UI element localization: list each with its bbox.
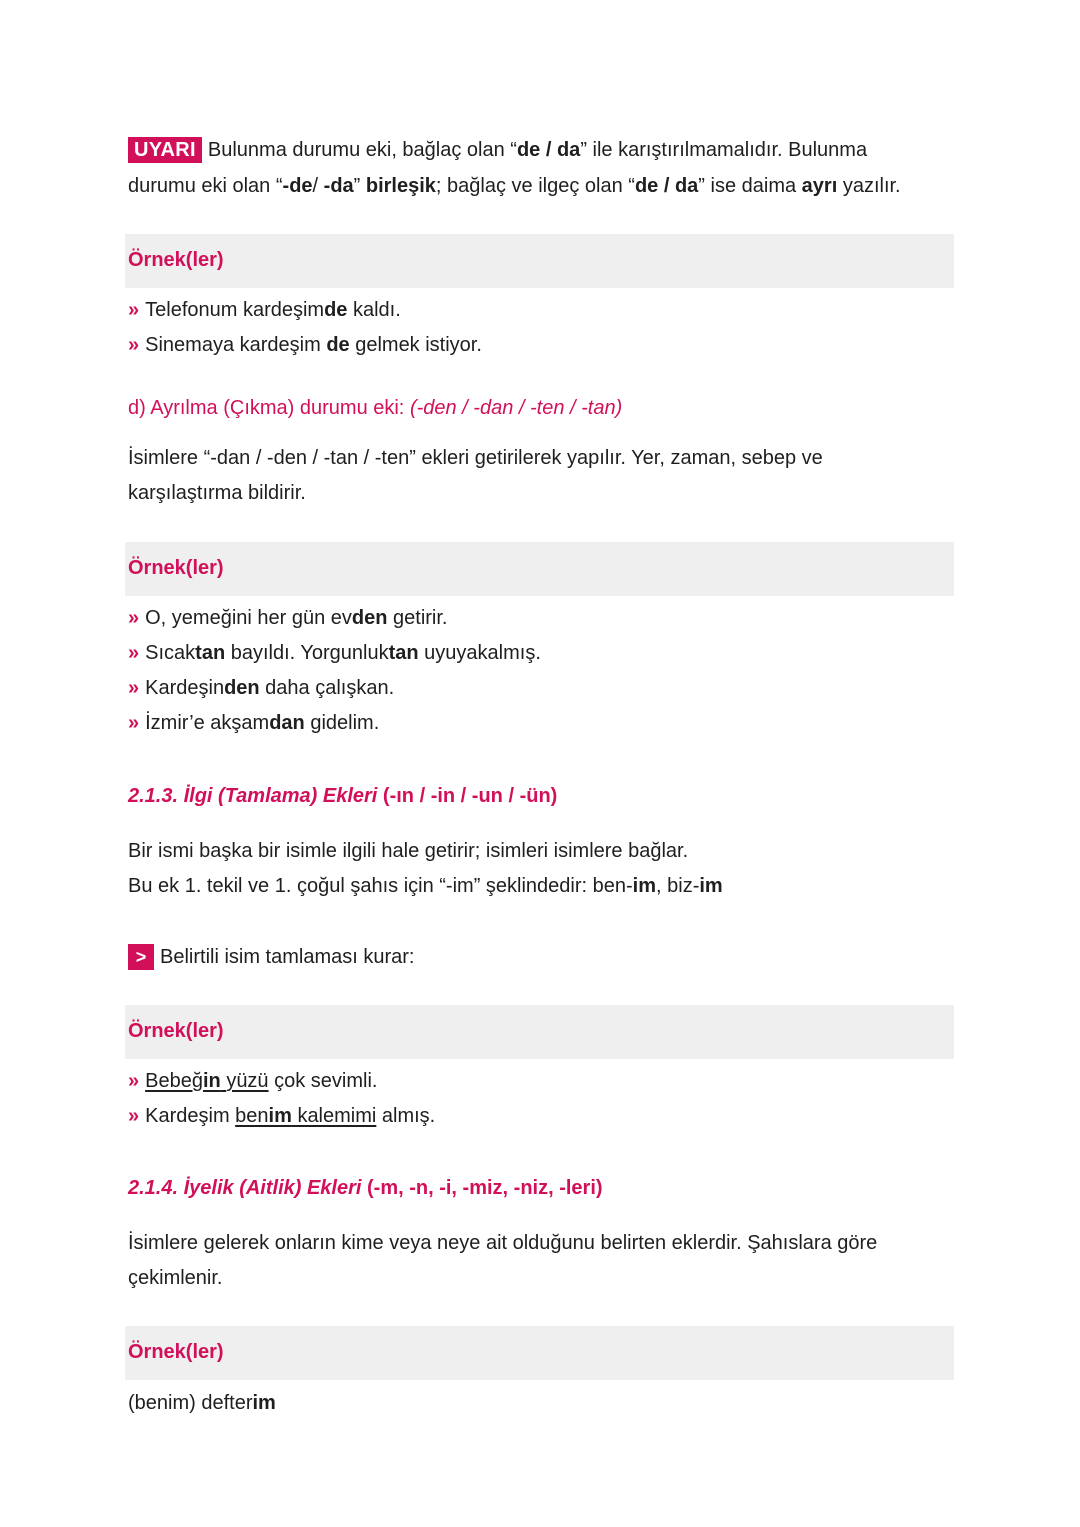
paragraph-line: karşılaştırma bildirir.: [128, 482, 306, 504]
bold-text: tan: [388, 642, 419, 664]
text: Bebeğ: [145, 1070, 203, 1092]
bold-text: de / da: [634, 175, 699, 197]
warning-line-2: [128, 169, 901, 204]
underlined-phrase: [235, 1105, 376, 1127]
bullet-icon: »: [128, 299, 140, 321]
example-title: Örnek(ler): [128, 557, 224, 579]
text: gidelim.: [304, 712, 380, 734]
bold-text: tan: [195, 642, 226, 664]
text: Sıcak: [145, 642, 196, 664]
bold-text: im: [632, 875, 657, 897]
text: ” ile karıştırılmamalıdır. Bulunma: [580, 139, 868, 161]
text: yüzü: [226, 1070, 269, 1092]
text: O, yemeğini her gün ev: [145, 607, 352, 629]
text: , biz-: [656, 875, 700, 897]
bold-text: den: [351, 607, 388, 629]
heading-text: d) Ayrılma (Çıkma) durumu eki:: [128, 397, 410, 419]
text: durumu eki olan “: [128, 175, 283, 197]
text: kalemimi: [297, 1105, 377, 1127]
heading-text: 2.1.4. İyelik (Aitlik) Ekleri: [128, 1177, 362, 1199]
text: bayıldı. Yorgunluk: [225, 642, 389, 664]
text: Kardeşim: [145, 1105, 236, 1127]
bullet-icon: »: [128, 607, 140, 629]
bullet-icon: »: [128, 1070, 140, 1092]
example-title: Örnek(ler): [128, 1341, 224, 1363]
text: Kardeşin: [145, 677, 225, 699]
text: Telefonum kardeşim: [145, 299, 325, 321]
list-item: [128, 1064, 377, 1099]
heading-text: 2.1.3. İlgi (Tamlama) Ekleri: [128, 785, 378, 807]
bullet-icon: »: [128, 334, 140, 356]
note-line: [128, 940, 414, 975]
bold-text: den: [224, 677, 260, 699]
heading-suffixes: (-ın / -in / -un / -ün): [377, 785, 558, 807]
example-box: [125, 542, 954, 596]
text: almış.: [376, 1105, 436, 1127]
heading-suffixes: (-den / -dan / -ten / -tan): [409, 397, 623, 419]
text: Belirtili isim tamlaması kurar:: [160, 946, 415, 968]
bold-text: de / da: [516, 139, 581, 161]
list-item: [128, 1099, 435, 1134]
text: yazılır.: [837, 175, 901, 197]
bullet-icon: »: [128, 677, 140, 699]
warning-badge: UYARI: [128, 137, 202, 163]
paragraph-line: İsimlere gelerek onların kime veya neye ait olduğunu belirten eklerdir. Şahıslara göre: [128, 1232, 878, 1254]
text: Bu ek 1. tekil ve 1. çoğul şahıs için “-im” şeklindedir: ben-: [128, 875, 633, 897]
example-box: [125, 1326, 954, 1380]
example-title: Örnek(ler): [128, 249, 224, 271]
text: getirir.: [387, 607, 448, 629]
paragraph-line: Bir ismi başka bir isimle ilgili hale getirir; isimleri isimlere bağlar.: [128, 840, 689, 862]
bold-text: dan: [269, 712, 305, 734]
bold-text: de: [324, 299, 348, 321]
underlined-phrase: [145, 1070, 268, 1092]
bold-text: im: [252, 1392, 276, 1414]
text: ” ise daima: [698, 175, 802, 197]
example-title: Örnek(ler): [128, 1020, 224, 1042]
bold-text: ayrı: [801, 175, 838, 197]
text: (benim) defter: [128, 1392, 253, 1414]
warning-line-1: [128, 133, 867, 168]
paragraph-line: İsimlere “-dan / -den / -tan / -ten” ekleri getirilerek yapılır. Yer, zaman, sebep ve: [128, 447, 823, 469]
bold-text: birleşik: [365, 175, 436, 197]
list-item: [128, 636, 541, 671]
bold-text: im: [268, 1105, 292, 1127]
example-box: [125, 1005, 954, 1059]
text: Bulunma durumu eki, bağlaç olan “: [207, 139, 517, 161]
text: ; bağlaç ve ilgeç olan “: [435, 175, 635, 197]
text: daha çalışkan.: [259, 677, 395, 699]
bullet-icon: »: [128, 1105, 140, 1127]
text: ben: [235, 1105, 269, 1127]
example-box: [125, 234, 954, 288]
bold-text: de: [326, 334, 350, 356]
bullet-icon: »: [128, 642, 140, 664]
section-heading-2-1-3: [128, 779, 557, 814]
paragraph-line: çekimlenir.: [128, 1267, 223, 1289]
bold-text: im: [699, 875, 723, 897]
section-heading-2-1-4: [128, 1171, 603, 1206]
text: İzmir’e akşam: [145, 712, 270, 734]
example-line: [128, 1386, 276, 1421]
text: ”: [353, 175, 366, 197]
text: kaldı.: [347, 299, 401, 321]
list-item: [128, 293, 401, 328]
arrow-icon: >: [128, 944, 154, 970]
text: çok sevimli.: [268, 1070, 378, 1092]
list-item: [128, 706, 379, 741]
text: gelmek istiyor.: [349, 334, 482, 356]
paragraph-line: [128, 869, 723, 904]
bold-text: in: [202, 1070, 221, 1092]
bold-text: -de: [282, 175, 313, 197]
list-item: [128, 601, 448, 636]
section-heading-d: [128, 391, 622, 426]
list-item: [128, 671, 394, 706]
bold-text: -da: [323, 175, 354, 197]
bullet-icon: »: [128, 712, 140, 734]
text: Sinemaya kardeşim: [145, 334, 327, 356]
list-item: [128, 328, 482, 363]
heading-suffixes: (-m, -n, -i, -miz, -niz, -leri): [361, 1177, 603, 1199]
text: /: [312, 175, 324, 197]
text: uyuyakalmış.: [418, 642, 541, 664]
